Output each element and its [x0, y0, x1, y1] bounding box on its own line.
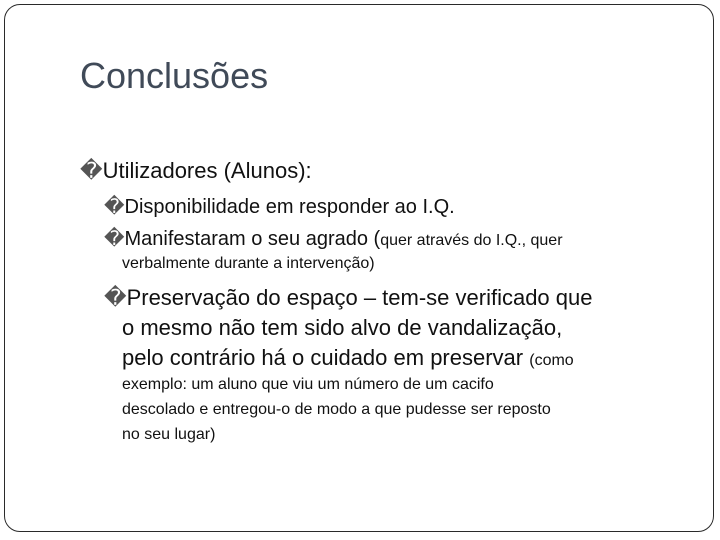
subbullet-preservacao-line2: o mesmo não tem sido alvo de vandalização,: [122, 315, 563, 340]
subbullet-preservacao-line3: [122, 347, 574, 369]
subbullet-preservacao: [104, 287, 592, 309]
subbullet-preservacao-line4: exemplo: um aluno que viu um número de um cacifo: [122, 376, 494, 393]
bullet-icon: �: [104, 196, 125, 218]
bullet-text: Preservação do espaço – tem-se verificado que: [126, 285, 593, 310]
subbullet-preservacao-line5: descolado e entregou-o de modo a que pudesse ser reposto: [122, 401, 551, 418]
slide-title: Conclusões: [80, 55, 269, 96]
bullet-text-small: quer através do I.Q., quer: [380, 232, 563, 249]
bullet-text-small: (como: [529, 352, 574, 369]
subbullet-disponibilidade: [104, 197, 455, 217]
bullet-utilizadores: [80, 160, 312, 182]
bullet-text: Manifestaram o seu agrado (: [124, 228, 381, 250]
bullet-icon: �: [80, 158, 103, 183]
bullet-icon: �: [104, 285, 127, 310]
subbullet-preservacao-line6: no seu lugar): [122, 426, 216, 443]
bullet-text: Disponibilidade em responder ao I.Q.: [124, 196, 455, 218]
bullet-text: pelo contrário há o cuidado em preservar: [122, 345, 530, 370]
subbullet-manifestaram: [104, 229, 563, 249]
bullet-icon: �: [104, 228, 125, 250]
bullet-text: Utilizadores (Alunos):: [102, 158, 312, 183]
subbullet-manifestaram-cont: verbalmente durante a intervenção): [122, 255, 375, 272]
